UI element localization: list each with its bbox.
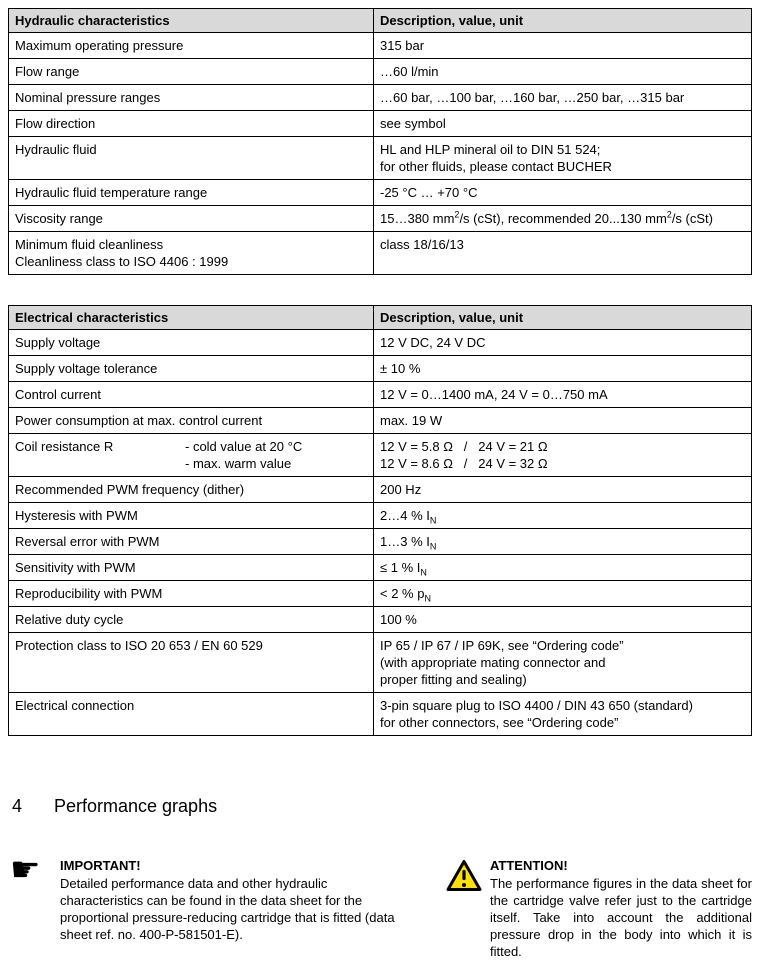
- row-label-cell: [9, 408, 373, 433]
- important-note-title: IMPORTANT!: [60, 858, 141, 873]
- cell-line: Flow range: [15, 64, 80, 79]
- row-label-cell: [9, 633, 373, 692]
- row-value-cell: [373, 111, 751, 136]
- electrical-characteristics-table: [8, 305, 752, 736]
- table-header-row: [9, 306, 751, 329]
- table-header-row: [9, 9, 751, 32]
- row-value-cell: [373, 477, 751, 502]
- row-label-cell: [9, 330, 373, 355]
- cell-line: HL and HLP mineral oil to DIN 51 524;: [380, 142, 601, 157]
- cell-line: Nominal pressure ranges: [15, 90, 161, 105]
- row-value-cell: [373, 503, 751, 528]
- important-note: [10, 851, 402, 960]
- row-value-cell: [373, 59, 751, 84]
- cell-line: Hydraulic fluid: [15, 142, 97, 157]
- cell-line: (with appropriate mating connector and: [380, 655, 606, 670]
- table-header-label: Electrical characteristics: [15, 310, 169, 325]
- cell-line: 2…4 % $I_N$: [380, 508, 437, 526]
- row-label-cell: [9, 232, 373, 274]
- cell-line: 12 V = 5.8 Ω / 24 V = 21 Ω: [380, 439, 548, 454]
- table-row: [9, 528, 751, 554]
- row-value-cell: [373, 85, 751, 110]
- cell-line: IP 65 / IP 67 / IP 69K, see “Ordering code”: [380, 638, 624, 653]
- row-label-cell: [9, 607, 373, 632]
- cell-line: 100 %: [380, 612, 417, 627]
- row-label-cell: [9, 382, 373, 407]
- row-label-cell: [9, 581, 373, 606]
- cell-line: -25 °C … +70 °C: [380, 185, 478, 200]
- row-value-cell: [373, 137, 751, 179]
- table-row: [9, 231, 751, 274]
- section-title: Performance graphs: [54, 796, 218, 816]
- row-label-cell: [9, 85, 373, 110]
- table-header-value: Description, value, unit: [373, 9, 751, 32]
- cell-line: Supply voltage: [15, 335, 101, 350]
- table-row: [9, 58, 751, 84]
- row-label-cell: [9, 33, 373, 58]
- cell-line: 12 V = 0…1400 mA, 24 V = 0…750 mA: [380, 387, 608, 402]
- cell-line: Hydraulic fluid temperature range: [15, 185, 208, 200]
- table-row: [9, 355, 751, 381]
- row-label-sub: [185, 438, 367, 472]
- row-value-cell: [373, 330, 751, 355]
- cell-line: Recommended PWM frequency (dither): [15, 482, 245, 497]
- cell-line: for other fluids, please contact BUCHER: [380, 159, 612, 174]
- row-value-cell: [373, 529, 751, 554]
- cell-line: - cold value at 20 °C: [185, 439, 303, 454]
- cell-line: Power consumption at max. control current: [15, 413, 263, 428]
- cell-line: Hysteresis with PWM: [15, 508, 138, 523]
- important-note-text: Detailed performance data and other hydraulic characteristics can be found in the data sheet for the proportional pressure-reducing cartridge that is fitted (data sheet ref. no. 400-P-581501-E).: [60, 876, 395, 942]
- cell-line: Protection class to ISO 20 653 / EN 60 529: [15, 638, 263, 653]
- table-row: [9, 110, 751, 136]
- cell-line: Minimum fluid cleanliness: [15, 237, 164, 252]
- table-row: [9, 329, 751, 355]
- table-row: [9, 84, 751, 110]
- table-row: [9, 606, 751, 632]
- row-value-cell: [373, 382, 751, 407]
- cell-line: max. 19 W: [380, 413, 443, 428]
- row-label-cell: [9, 693, 373, 735]
- row-label-cell: [9, 529, 373, 554]
- row-value-cell: [373, 180, 751, 205]
- attention-note-body: [490, 857, 752, 960]
- table-row: [9, 179, 751, 205]
- table-row: [9, 476, 751, 502]
- row-value-cell: [373, 555, 751, 580]
- row-value-cell: [373, 607, 751, 632]
- important-note-body: [60, 857, 402, 943]
- cell-line: class 18/16/13: [380, 237, 464, 252]
- table-row: [9, 205, 751, 231]
- row-label-cell: [9, 503, 373, 528]
- cell-line: 200 Hz: [380, 482, 422, 497]
- table-row: [9, 381, 751, 407]
- table-header-label: Hydraulic characteristics: [15, 13, 170, 28]
- row-value-cell: [373, 33, 751, 58]
- cell-line: …60 bar, …100 bar, …160 bar, …250 bar, …315 bar: [380, 90, 685, 105]
- row-value-cell: [373, 356, 751, 381]
- cell-line: for other connectors, see “Ordering code”: [380, 715, 619, 730]
- table-row: [9, 502, 751, 528]
- table-row: [9, 580, 751, 606]
- table-row: [9, 136, 751, 179]
- cell-line: 315 bar: [380, 38, 425, 53]
- row-label-cell: [9, 111, 373, 136]
- table-row: [9, 554, 751, 580]
- cell-line: Cleanliness class to ISO 4406 : 1999: [15, 254, 229, 269]
- cell-line: Flow direction: [15, 116, 96, 131]
- warning-triangle-icon: [446, 857, 490, 895]
- row-label-main: [15, 438, 185, 472]
- cell-line: - max. warm value: [185, 456, 292, 471]
- table-row: [9, 32, 751, 58]
- cell-line: 12 V = 8.6 Ω / 24 V = 32 Ω: [380, 456, 548, 471]
- table-row: [9, 407, 751, 433]
- cell-line: Viscosity range: [15, 211, 103, 226]
- row-label-cell: [9, 137, 373, 179]
- row-value-cell: [373, 633, 751, 692]
- cell-line: Reversal error with PWM: [15, 534, 160, 549]
- cell-line: Maximum operating pressure: [15, 38, 184, 53]
- notes-row: [8, 851, 752, 960]
- cell-line: 12 V DC, 24 V DC: [380, 335, 486, 350]
- row-label-cell: [9, 477, 373, 502]
- table-row: [9, 632, 751, 692]
- cell-line: Relative duty cycle: [15, 612, 124, 627]
- cell-line: Electrical connection: [15, 698, 135, 713]
- pointing-hand-icon: ☛: [10, 851, 41, 889]
- cell-line: ± 10 %: [380, 361, 421, 376]
- section-number: 4: [12, 796, 23, 816]
- row-value-cell: [373, 408, 751, 433]
- hydraulic-characteristics-table: [8, 8, 752, 275]
- cell-line: Control current: [15, 387, 101, 402]
- row-label-cell: [9, 356, 373, 381]
- attention-note-title: ATTENTION!: [490, 858, 568, 873]
- cell-line: 3-pin square plug to ISO 4400 / DIN 43 650 (standard): [380, 698, 693, 713]
- table-row: [9, 692, 751, 735]
- row-value-cell: [373, 206, 751, 231]
- table-row: [9, 433, 751, 476]
- attention-note-text: The performance figures in the data sheet for the cartridge valve refer just to the cartridge itself. Take into account the additional pressure drop in the body into which it is fitted.: [490, 876, 752, 959]
- cell-line: Supply voltage tolerance: [15, 361, 158, 376]
- cell-line: proper fitting and sealing): [380, 672, 527, 687]
- row-value-cell: [373, 232, 751, 274]
- row-value-cell: [373, 581, 751, 606]
- cell-line: Coil resistance R: [15, 439, 114, 454]
- cell-line: Reproducibility with PWM: [15, 586, 163, 601]
- row-label-cell: [9, 555, 373, 580]
- cell-line: Sensitivity with PWM: [15, 560, 136, 575]
- section-heading: [12, 796, 752, 817]
- cell-line: < 2 % $p_N$: [380, 586, 431, 604]
- row-value-cell: [373, 434, 751, 476]
- cell-line: 1…3 % $I_N$: [380, 534, 437, 552]
- table-header-value: Description, value, unit: [373, 306, 751, 329]
- row-label-cell: [9, 180, 373, 205]
- row-label-cell: [9, 59, 373, 84]
- cell-line: 15…380 $mm^2/s$ (cSt), recommended 20...130 $mm^2/s$ (cSt): [380, 209, 713, 226]
- row-label-cell: [9, 434, 373, 476]
- cell-line: see symbol: [380, 116, 446, 131]
- row-value-cell: [373, 693, 751, 735]
- row-label-cell: [9, 206, 373, 231]
- cell-line: ≤ 1 % $I_N$: [380, 560, 427, 578]
- cell-line: …60 l/min: [380, 64, 439, 79]
- attention-note: [446, 857, 752, 960]
